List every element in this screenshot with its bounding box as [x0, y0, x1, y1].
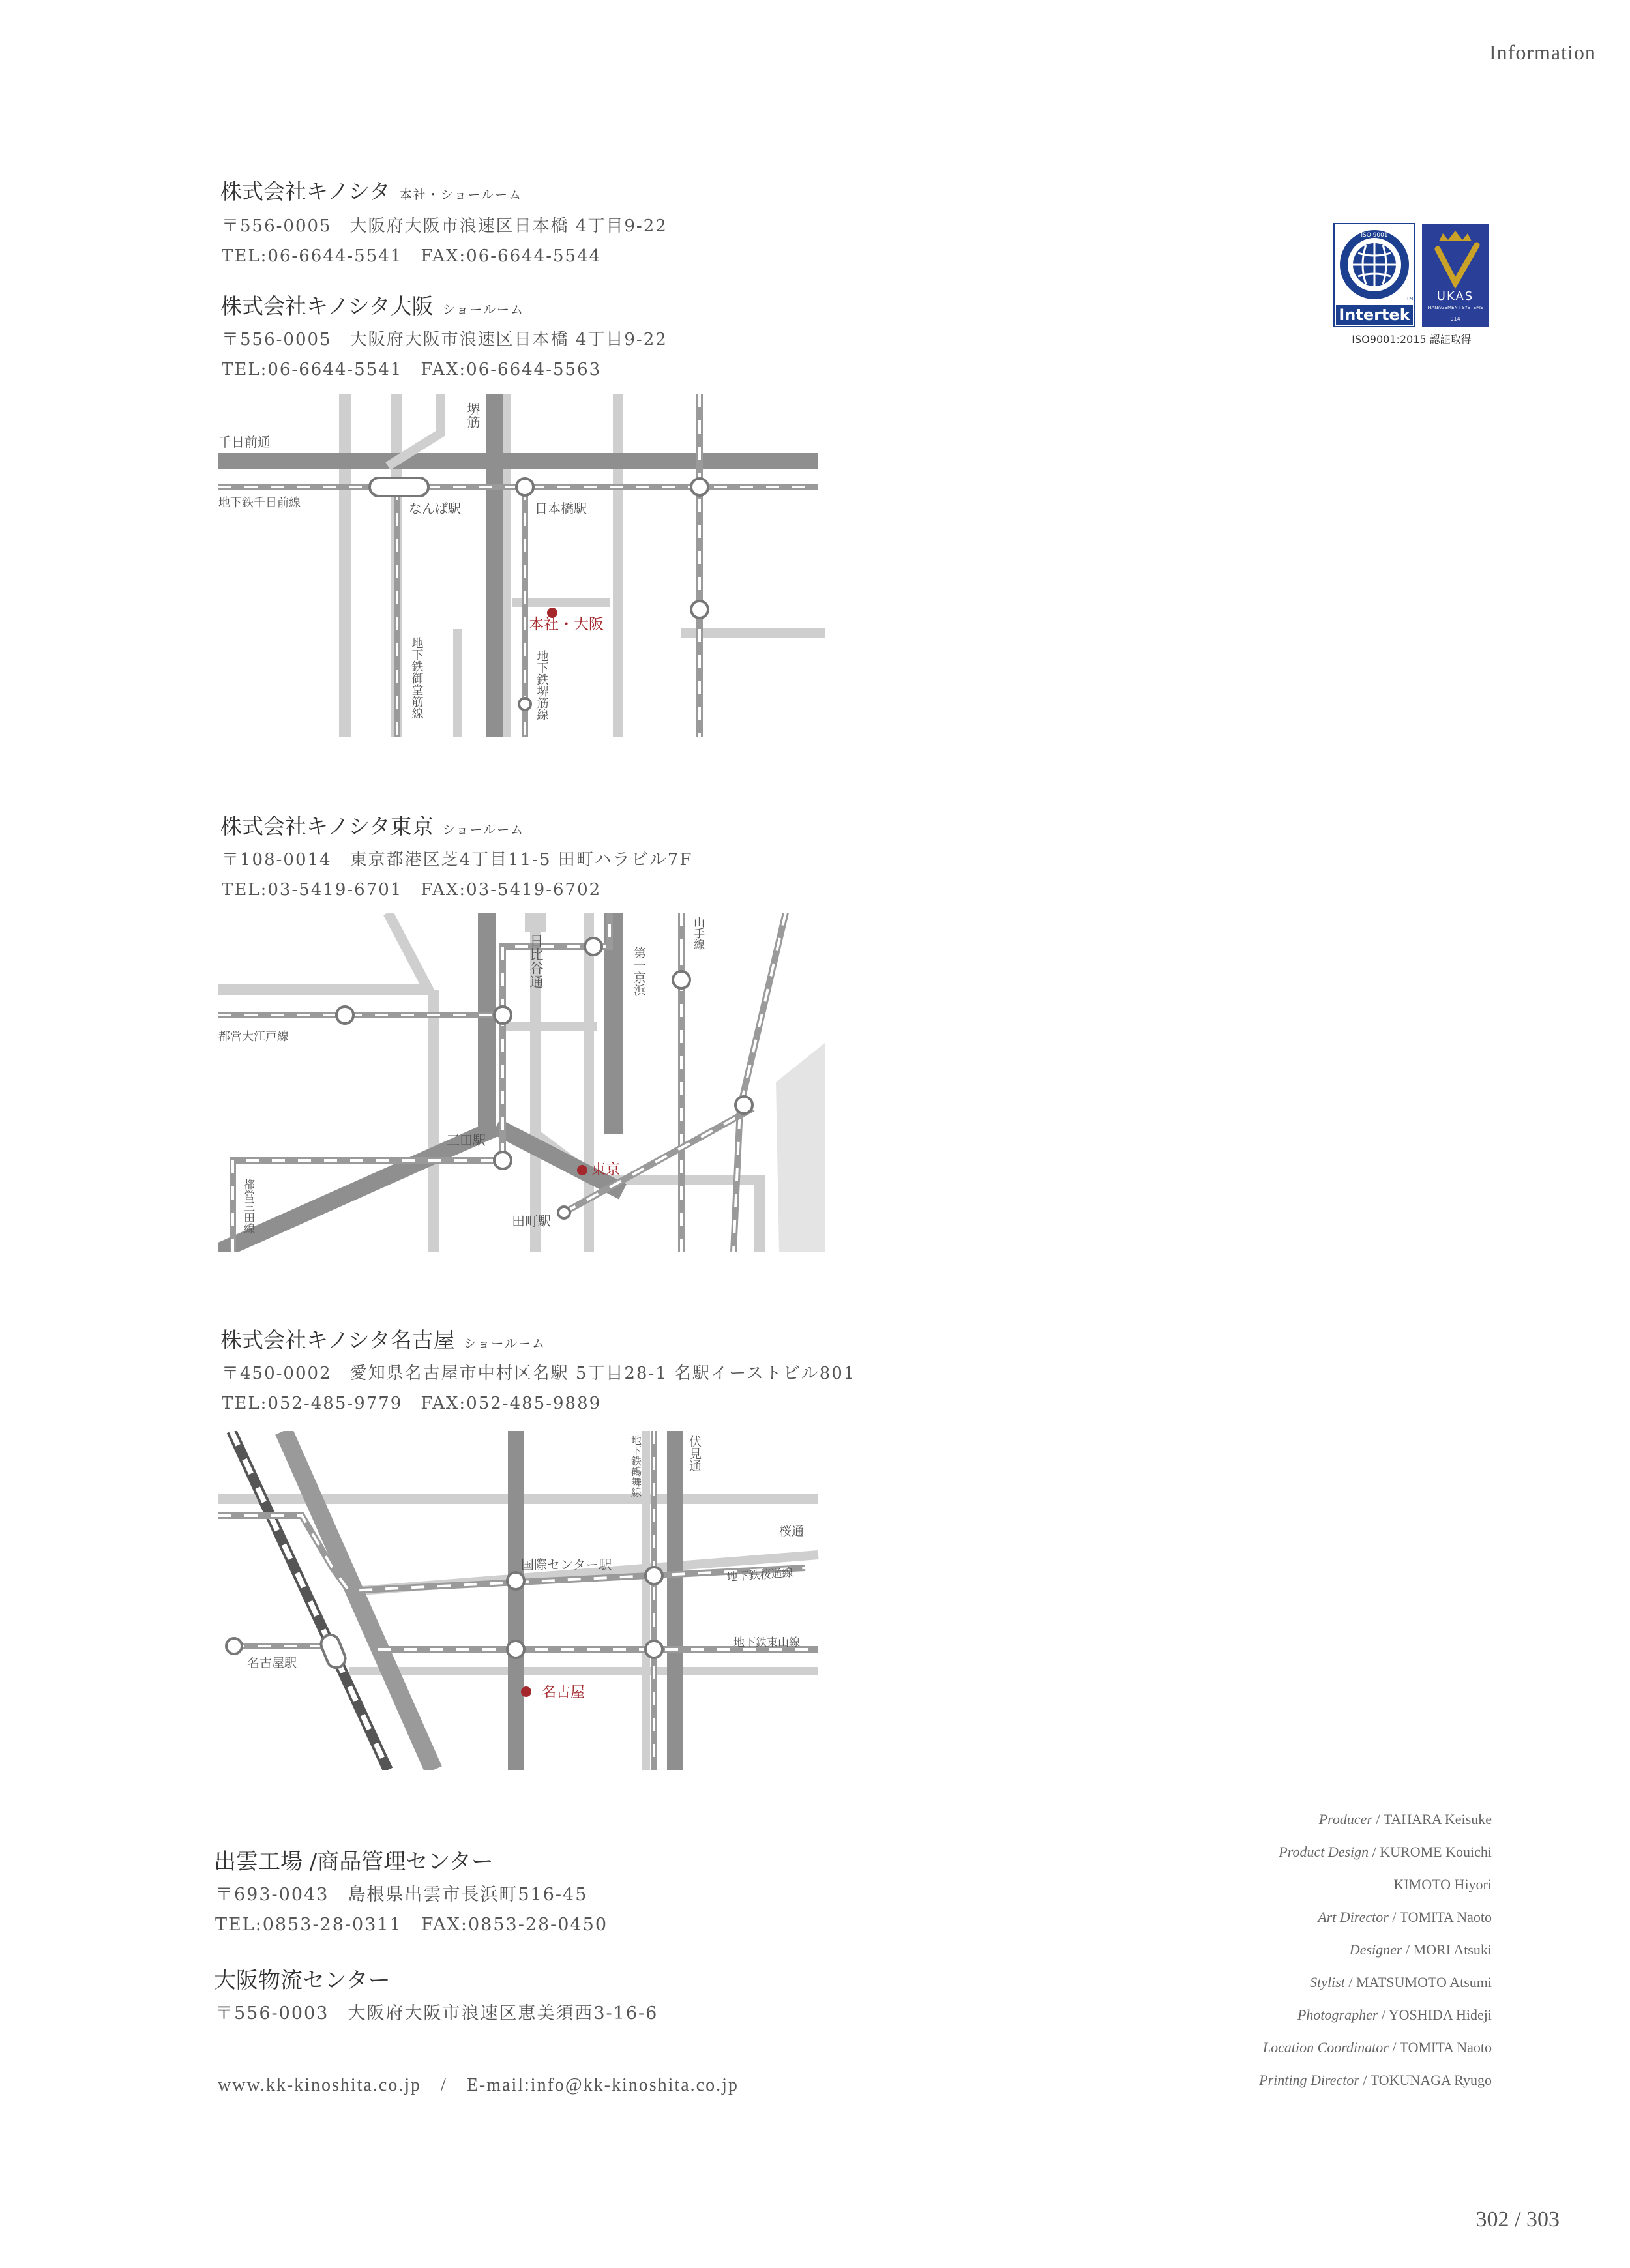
company-name-osaka-hq: [220, 175, 522, 205]
road-label: 日比谷通: [528, 934, 544, 988]
line-label: 地下鉄千日前線: [218, 496, 301, 510]
marker-label: 名古屋: [542, 1685, 585, 1701]
credit-line: Product Design / KUROME Kouichi: [1279, 1844, 1492, 1860]
location-marker-icon: [521, 1686, 531, 1697]
postal-address: 〒108-0014 東京都港区芝4丁目11-5 田町ハラビル7F: [222, 850, 693, 870]
postal-address: 〒556-0005 大阪府大阪市浪速区日本橋 4丁目9-22: [222, 330, 668, 349]
cert-caption: ISO9001:2015 認証取得: [1352, 333, 1472, 346]
ukas-label: UKAS: [1436, 289, 1474, 303]
company-name: 株式会社キノシタ名古屋: [220, 1327, 455, 1353]
company-sub: ショールーム: [464, 1336, 546, 1351]
station-label: 国際センター駅: [521, 1557, 612, 1572]
postal-address: 〒556-0005 大阪府大阪市浪速区日本橋 4丁目9-22: [222, 216, 668, 236]
credits: [1035, 1811, 1492, 2104]
website-email[interactable]: www.kk-kinoshita.co.jp / E-mail:info@kk-kinoshita.co.jp: [218, 2075, 739, 2095]
svg-text:MANAGEMENT SYSTEMS: MANAGEMENT SYSTEMS: [1427, 305, 1483, 310]
intertek-label: Intertek: [1339, 306, 1410, 324]
station-nagoya: [318, 1632, 348, 1671]
postal-address: 〒450-0002 愛知県名古屋市中村区名駅 5丁目28-1 名駅イーストビル801: [222, 1364, 856, 1383]
svg-text:TM: TM: [1406, 296, 1414, 301]
line-label: 都営大江戸線: [218, 1030, 289, 1044]
location-marker-icon: [577, 1165, 587, 1175]
station-namba: [370, 478, 428, 496]
station-label: 名古屋駅: [247, 1656, 297, 1670]
credit-line: Location Coordinator / TOMITA Naoto: [1262, 2039, 1492, 2055]
line-label: 地下鉄桜通線: [726, 1566, 794, 1584]
road-label: 堺筋: [465, 402, 481, 428]
tel-fax: TEL:06-6644-5541 FAX:06-6644-5544: [222, 246, 602, 266]
tel-fax: TEL:0853-28-0311 FAX:0853-28-0450: [215, 1915, 608, 1935]
company-name-nagoya: [220, 1323, 546, 1354]
road-label: 第一京浜: [632, 947, 646, 996]
company-name: 株式会社キノシタ東京: [220, 814, 434, 839]
credit-line: Producer / TAHARA Keisuke: [1318, 1811, 1492, 1827]
road-label: 伏見通: [687, 1435, 702, 1472]
postal-address: 〒693-0043 島根県出雲市長浜町516-45: [215, 1885, 588, 1905]
marker-label: 東京: [591, 1162, 621, 1178]
company-sub: ショールーム: [442, 823, 524, 837]
credit-line: Printing Director / TOKUNAGA Ryugo: [1259, 2072, 1492, 2088]
company-name-osaka-showroom: [220, 289, 524, 320]
section-label: Information: [1489, 40, 1596, 64]
tel-fax: TEL:03-5419-6701 FAX:03-5419-6702: [222, 880, 602, 900]
svg-text:014: 014: [1450, 316, 1460, 322]
station-label: 日本橋駅: [535, 501, 587, 516]
credit-line: Photographer / YOSHIDA Hideji: [1297, 2007, 1492, 2023]
station-label: 三田駅: [447, 1132, 486, 1148]
certification-logos: [1333, 223, 1490, 347]
facility-name-izumo: 出雲工場 /商品管理センター: [214, 1849, 494, 1875]
company-name: 株式会社キノシタ大阪: [220, 293, 434, 319]
line-label: 都営三田線: [241, 1179, 254, 1234]
company-sub: 本社・ショールーム: [399, 188, 522, 202]
company-name: 株式会社キノシタ: [220, 179, 391, 204]
line-label: 地下鉄御堂筋線: [409, 637, 424, 719]
svg-text:ISO 9001: ISO 9001: [1361, 232, 1388, 239]
line-label: 地下鉄鶴舞線: [629, 1435, 642, 1497]
line-label: 地下鉄堺筋線: [535, 650, 549, 720]
facility-name-osaka-logistics: 大阪物流センター: [214, 1967, 391, 1994]
station-label: なんば駅: [409, 501, 461, 516]
tel-fax: TEL:052-485-9779 FAX:052-485-9889: [222, 1394, 602, 1413]
map-osaka: [218, 394, 825, 739]
tel-fax: TEL:06-6644-5541 FAX:06-6644-5563: [222, 360, 602, 379]
marker-label: 本社・大阪: [529, 616, 604, 633]
road-label: 桜通: [779, 1524, 805, 1539]
company-name-tokyo: [220, 810, 524, 840]
credit-line: Stylist / MATSUMOTO Atsumi: [1310, 1974, 1492, 1990]
map-tokyo: [218, 913, 825, 1254]
company-sub: ショールーム: [442, 302, 524, 317]
road-label: 千日前通: [218, 434, 271, 450]
map-nagoya: [218, 1431, 825, 1773]
line-label: 地下鉄東山線: [734, 1636, 800, 1649]
page-number: 302 / 303: [1475, 2207, 1560, 2231]
credit-line: Art Director / TOMITA Naoto: [1318, 1909, 1492, 1925]
credit-line: KIMOTO Hiyori: [1393, 1876, 1492, 1892]
credit-line: Designer / MORI Atsuki: [1349, 1941, 1492, 1958]
postal-address: 〒556-0003 大阪府大阪市浪速区恵美須西3-16-6: [215, 2003, 659, 2024]
station-label: 田町駅: [512, 1213, 551, 1229]
line-label: 山手線: [691, 917, 704, 950]
